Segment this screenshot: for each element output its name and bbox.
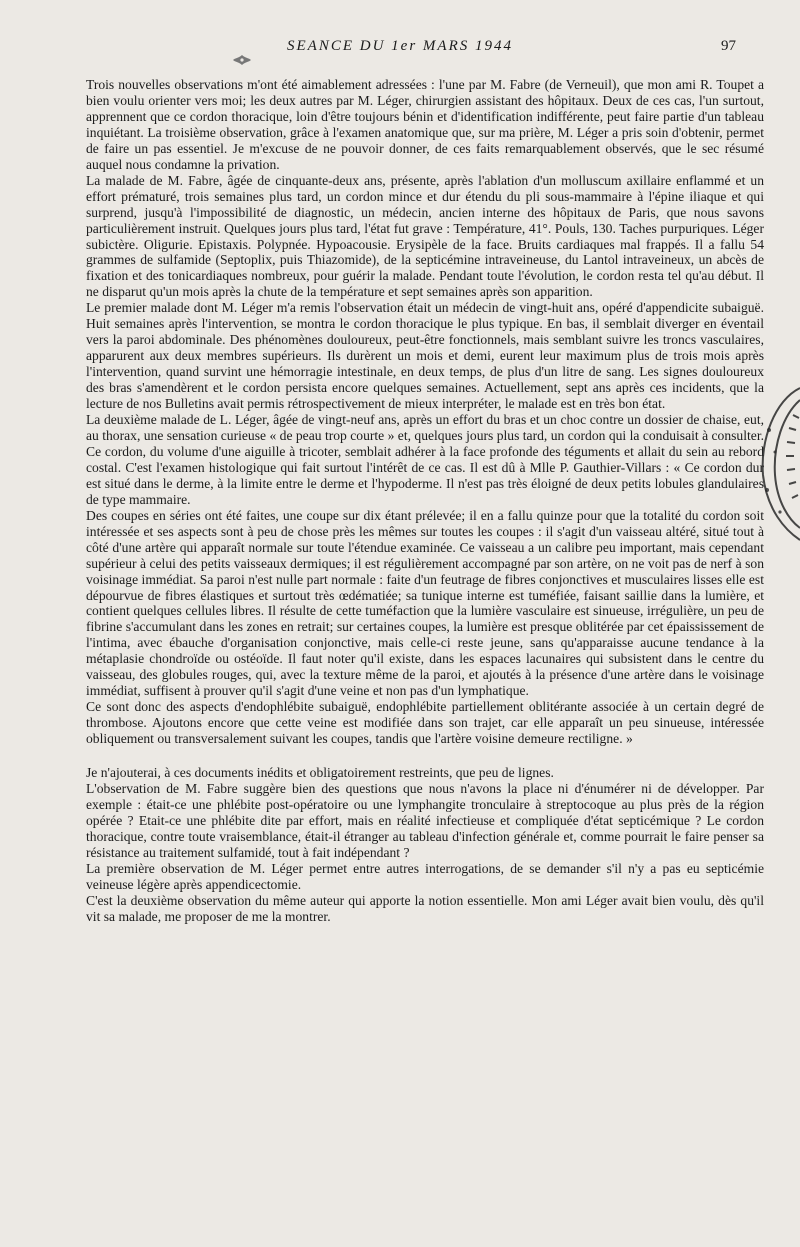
page-number: 97 — [721, 38, 736, 54]
paragraph: Trois nouvelles observations m'ont été aimablement adressées : l'une par M. Fabre (de Verneuil), que mon ami R. Toupet a bien voulu orienter vers moi; les deux autres par M. Léger, chirurgien assistant des hôpitaux. Deux de ces cas, l'un surtout, apprennent que ce cordon thoracique, loin d'être toujours bénin et d'identification indifférente, peut faire partie d'un tableau inquiétant. La troisième observation, grâce à l'examen anatomique que, sur ma prière, M. Léger a pris soin d'obtenir, permet de faire un pas essentiel. Je m'excuse de ne pouvoir donner, de ces faits remarquablement observés, que le sec résumé auquel nous condamne la privation. — [86, 77, 764, 172]
paragraph: La malade de M. Fabre, âgée de cinquante-deux ans, présente, après l'ablation d'un molluscum axillaire enflammé et un effort prématuré, trois semaines plus tard, un cordon mince et dur étendu du pli sous-mammaire à l'épine iliaque et qui surprend, jusqu'à l'impossibilité de diagnostic, un médecin, ancien interne des hôpitaux de Paris, que nous savons particulièrement instruit. Quelques jours plus tard, l'état fut grave : Température, 41°. Pouls, 130. Taches purpuriques. Léger subictère. Oligurie. Epistaxis. Polypnée. Hypoacousie. Erysipèle de la face. Bruits cardiaques mal frappés. Il a fallu 54 grammes de sulfamide (Septoplix, puis Thiazomide), de la septicémine intraveineuse, du Lantol intraveineux, un abcès de fixation et des tonicardiaques nombreux, pour guérir la malade. Pendant toute l'évolution, le cordon resta tel qu'au début. Il ne disparut qu'un mois après la chute de la température et sept semaines après son apparition. — [86, 172, 764, 300]
paragraph: La deuxième malade de L. Léger, âgée de vingt-neuf ans, après un effort du bras et un choc contre un dossier de chaise, eut, au thorax, une sensation curieuse « de peau trop courte » et, quelques jours plus tard, un cordon qui la conduisait à consulter. Ce cordon, du volume d'une aiguille à tricoter, semblait adhérer à la face profonde des téguments et allait du sein au rebord costal. C'est l'examen histologique qui fait surtout l'intérêt de ce cas. Il est dû à Mlle P. Gauthier-Villars : « Ce cordon dur est situé dans le derme, à la limite entre le derme et l'hypoderme. Il n'est pas très éloigné de deux petits lobules glandulaires de type mammaire. — [86, 412, 764, 507]
paragraph: La première observation de M. Léger permet entre autres interrogations, de se demander s'il n'y a pas eu septicémie veineuse légère après appendicectomie. — [86, 860, 764, 892]
paragraph: C'est la deuxième observation du même auteur qui apporte la notion essentielle. Mon ami Léger avait bien voulu, dès qu'il vit sa malade, me proposer de me la montrer. — [86, 892, 764, 924]
library-stamp-icon — [705, 380, 800, 550]
fleuron-ornament-icon — [232, 54, 252, 66]
paragraph: Des coupes en séries ont été faites, une coupe sur dix étant prélevée; il en a fallu quinze pour que la totalité du cordon soit intéressée et ses aspects sont à peu de chose près les mêmes sur toutes les coupes : il s'agit d'un vaisseau altéré, situé tout à côté d'une artère qui apparaît normale sur toute l'étendue examinée. Ce vaisseau a un calibre peu important, mais cependant supérieur à celui des petits vaisseaux dermiques; il est régulièrement accompagné par son artère, on ne voit pas de nerf à son voisinage immédiat. Sa paroi n'est nulle part normale : faite d'un feutrage de fibres conjonctives et musculaires lisses elle est dépourvue de fibres élastiques et surtout très œdématiée; sa tunique interne est tuméfiée, faisant saillie dans la lumière, et contient quelques cellules libres. Il résulte de cette tuméfaction que la lumière vasculaire est sinueuse, irrégulière, un peu de fibrine s'accumulant dans les zones en retrait; sur certaines coupes, la lumière est presque oblitérée par cet épaississement de l'intima, avec ébauche d'organisation conjonctive, mais celle-ci reste jeune, sans qu'apparaisse aucune tendance à la métaplasie chondroïde ou ostéoïde. Il faut noter qu'il existe, dans les espaces lacunaires qui subsistent dans le centre du vaisseau, des globules rouges, qui, avec la texture même de la paroi, et ajoutés à la présence d'une artère dans le voisinage immédiat, suffisent à prouver qu'il s'agit d'une veine et non pas d'un lymphatique. — [86, 507, 764, 699]
header-title: SEANCE DU 1er MARS 1944 — [287, 38, 513, 54]
paragraph: Je n'ajouterai, à ces documents inédits et obligatoirement restreints, que peu de lignes. — [86, 765, 554, 781]
paragraph: L'observation de M. Fabre suggère bien des questions que nous n'avons la place ni d'énumérer ni de développer. Par exemple : était-ce une phlébite post-opératoire ou une lymphangite tronculaire à streptocoque au plus près de la région opérée ? Etait-ce une phlébite dite par effort, mais en réalité infectieuse et compliquée d'état septicémique ? Le cordon thoracique, contre toute vraisemblance, était-il étranger au tableau d'infection générale et, comme pourrait le faire penser sa résistance au traitement sulfamidé, tout à fait indépendant ? — [86, 780, 764, 860]
section-gap — [86, 747, 764, 765]
article-body — [86, 77, 764, 925]
paragraph: Le premier malade dont M. Léger m'a remis l'observation était un médecin de vingt-huit ans, opéré d'appendicite subaiguë. Huit semaines après l'intervention, se montra le cordon thoracique le plus typique. En bas, il semblait diverger en éventail vers la paroi abdominale. Des phénomènes douloureux, peut-être fonctionnels, mais semblant suivre les troncs vasculaires, apparurent aux deux membres supérieurs. Ils durèrent un mois et demi, eurent leur maximum plus de trois mois après l'intervention, quand survint une hémorragie intestinale, en deux temps, de plus d'un litre de sang. Les signes douloureux des bras s'amendèrent et le cordon persista encore quelques semaines. Actuellement, sept ans après ces incidents, que la lecture de nos Bulletins avait permis rétrospectivement de mieux interpréter, le malade est en très bon état. — [86, 300, 764, 412]
running-header — [0, 38, 800, 60]
paragraph: Ce sont donc des aspects d'endophlébite subaiguë, endophlébite partiellement oblitérante associée à un certain degré de thrombose. Ajoutons encore que cette veine est modifiée dans son trajet, car elle apparaît un peu sinueuse, intéressée obliquement ou transversalement suivant les coupes, tandis que l'artère voisine demeure rectiligne. » — [86, 699, 764, 747]
